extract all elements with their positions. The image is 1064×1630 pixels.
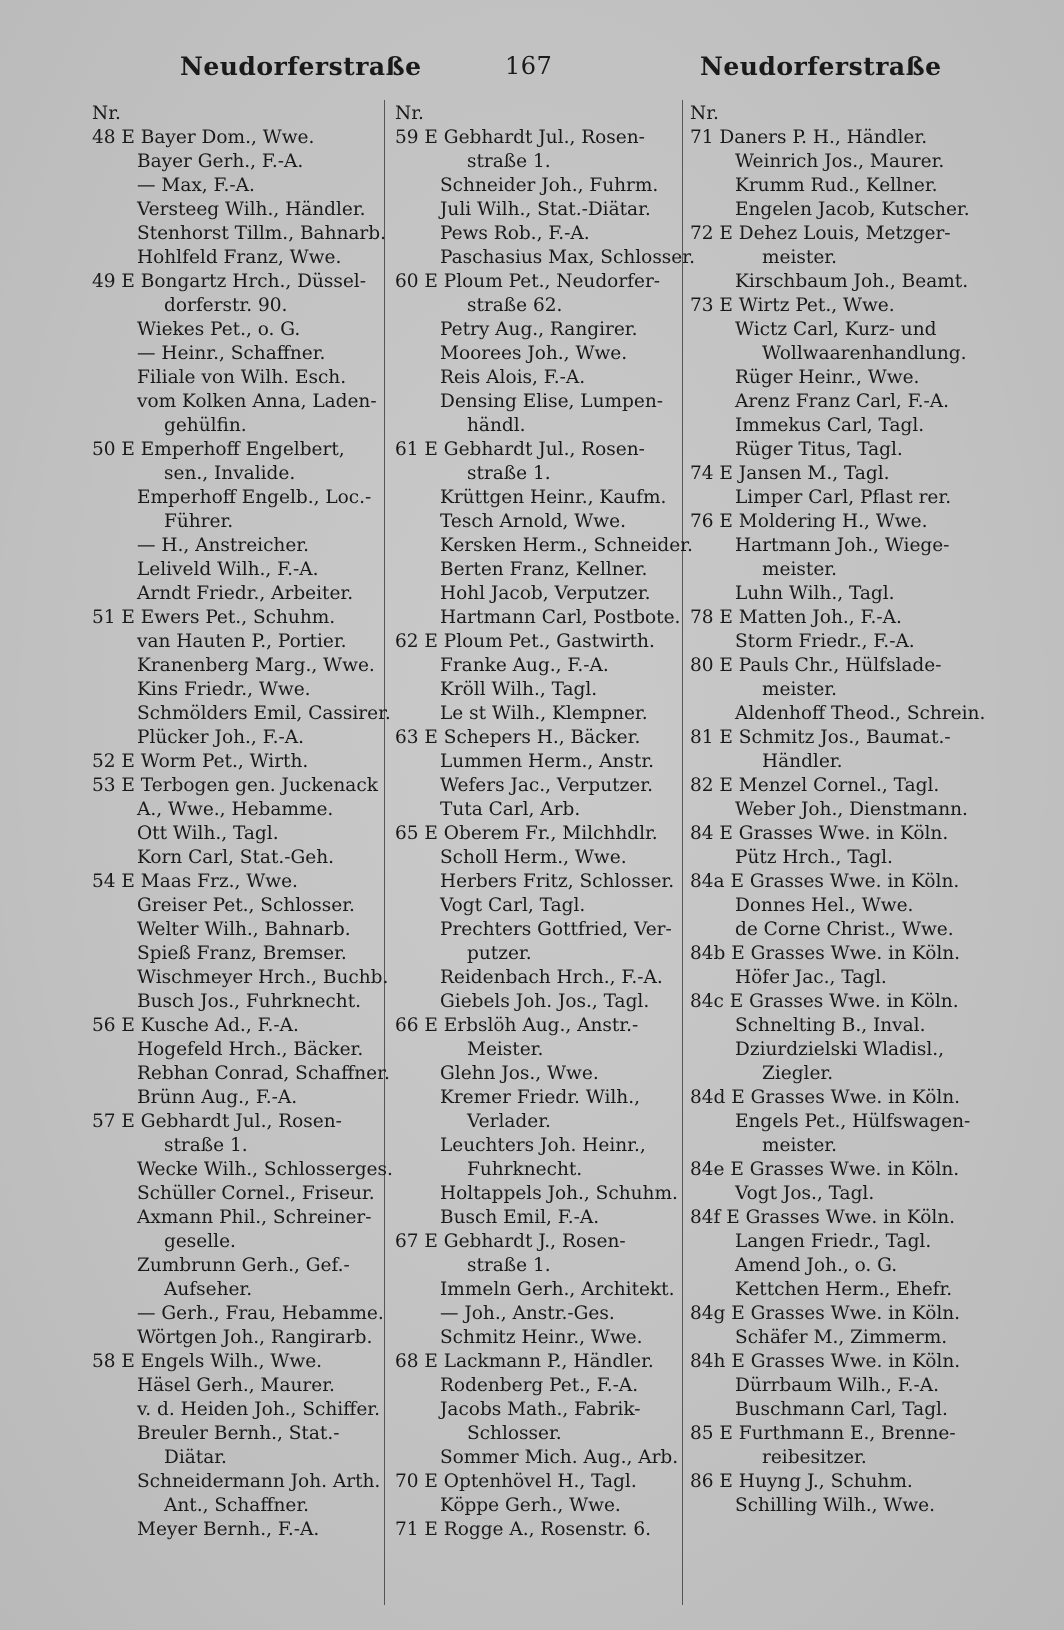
house-entry-line: 72 E Dehez Louis, Metzger- <box>690 223 951 244</box>
resident-line: Giebels Joh. Jos., Tagl. <box>440 991 650 1012</box>
resident-line: Engelen Jacob, Kutscher. <box>735 199 970 220</box>
house-entry-line: 71 E Rogge A., Rosenstr. 6. <box>395 1519 651 1540</box>
resident-line: Herbers Fritz, Schlosser. <box>440 871 675 892</box>
house-entry-line: 80 E Pauls Chr., Hülfslade- <box>690 655 942 676</box>
resident-line: Dziurdzielski Wladisl., <box>735 1039 945 1060</box>
resident-line: Immekus Carl, Tagl. <box>735 415 925 436</box>
resident-line: Scholl Herm., Wwe. <box>440 847 627 868</box>
resident-line: Kersken Herm., Schneider. <box>440 535 693 556</box>
resident-line: Wecke Wilh., Schlosserges. <box>137 1159 393 1180</box>
continuation-line: Führer. <box>164 511 234 532</box>
resident-line: Kettchen Herm., Ehefr. <box>735 1279 953 1300</box>
resident-line: Spieß Franz, Bremser. <box>137 943 347 964</box>
resident-line: Schneider Joh., Fuhrm. <box>440 175 659 196</box>
resident-line: Berten Franz, Kellner. <box>440 559 648 580</box>
resident-line: van Hauten P., Portier. <box>137 631 347 652</box>
resident-line: Schmölders Emil, Cassirer. <box>137 703 391 724</box>
house-entry-line: 57 E Gebhardt Jul., Rosen- <box>92 1111 342 1132</box>
continuation-line: Händler. <box>762 751 843 772</box>
continuation-line: Wollwaarenhandlung. <box>762 343 967 364</box>
house-entry-line: 53 E Terbogen gen. Juckenack <box>92 775 378 796</box>
continuation-line: reibesitzer. <box>762 1447 867 1468</box>
column-1 <box>92 102 392 1542</box>
house-entry-line: 71 Daners P. H., Händler. <box>690 127 928 148</box>
column-heading: Nr. <box>92 103 121 124</box>
resident-line: Lummen Herm., Anstr. <box>440 751 655 772</box>
resident-line: Emperhoff Engelb., Loc.- <box>137 487 372 508</box>
house-entry-line: 78 E Matten Joh., F.-A. <box>690 607 902 628</box>
continuation-line: Diätar. <box>164 1447 227 1468</box>
house-entry-line: 84h E Grasses Wwe. in Köln. <box>690 1351 961 1372</box>
continuation-line: Ant., Schaffner. <box>164 1495 310 1516</box>
house-entry-line: 51 E Ewers Pet., Schuhm. <box>92 607 336 628</box>
house-entry-line: 84d E Grasses Wwe. in Köln. <box>690 1087 961 1108</box>
house-entry-line: 67 E Gebhardt J., Rosen- <box>395 1231 626 1252</box>
resident-line: Welter Wilh., Bahnarb. <box>137 919 351 940</box>
resident-line: Densing Elise, Lumpen- <box>440 391 663 412</box>
resident-line: Wefers Jac., Verputzer. <box>440 775 653 796</box>
resident-line: Glehn Jos., Wwe. <box>440 1063 599 1084</box>
resident-line: Schilling Wilh., Wwe. <box>735 1495 936 1516</box>
resident-line: Hohlfeld Franz, Wwe. <box>137 247 342 268</box>
resident-line: Köppe Gerh., Wwe. <box>440 1495 621 1516</box>
resident-line: Le st Wilh., Klempner. <box>440 703 648 724</box>
resident-line: Hohl Jacob, Verputzer. <box>440 583 651 604</box>
house-entry-line: 54 E Maas Frz., Wwe. <box>92 871 298 892</box>
house-entry-line: 73 E Wirtz Pet., Wwe. <box>690 295 895 316</box>
resident-line: Korn Carl, Stat.-Geh. <box>137 847 335 868</box>
resident-line: Rodenberg Pet., F.-A. <box>440 1375 639 1396</box>
continuation-line: Meister. <box>467 1039 544 1060</box>
running-header-right: Neudorferstraße <box>700 52 942 81</box>
house-entry-line: 84a E Grasses Wwe. in Köln. <box>690 871 960 892</box>
resident-line: Kremer Friedr. Wilh., <box>440 1087 640 1108</box>
resident-line: Amend Joh., o. G. <box>735 1255 898 1276</box>
resident-line: Weinrich Jos., Maurer. <box>735 151 945 172</box>
continuation-line: dorferstr. 90. <box>164 295 288 316</box>
resident-line: Reidenbach Hrch., F.-A. <box>440 967 663 988</box>
house-entry-line: 68 E Lackmann P., Händler. <box>395 1351 654 1372</box>
resident-line: Franke Aug., F.-A. <box>440 655 609 676</box>
resident-line: Schnelting B., Inval. <box>735 1015 926 1036</box>
resident-line: Rüger Titus, Tagl. <box>735 439 903 460</box>
column-heading: Nr. <box>690 103 719 124</box>
house-entry-line: 81 E Schmitz Jos., Baumat.- <box>690 727 951 748</box>
resident-line: Häsel Gerh., Maurer. <box>137 1375 335 1396</box>
resident-line: Rebhan Conrad, Schaffner. <box>137 1063 390 1084</box>
column-heading: Nr. <box>395 103 424 124</box>
resident-line: Krüttgen Heinr., Kaufm. <box>440 487 667 508</box>
house-entry-line: 60 E Ploum Pet., Neudorfer- <box>395 271 661 292</box>
resident-line: Krumm Rud., Kellner. <box>735 175 938 196</box>
resident-line: Schüller Cornel., Friseur. <box>137 1183 375 1204</box>
resident-line: Vogt Jos., Tagl. <box>735 1183 875 1204</box>
resident-line: Moorees Joh., Wwe. <box>440 343 628 364</box>
continuation-line: meister. <box>762 679 837 700</box>
resident-line: Hogefeld Hrch., Bäcker. <box>137 1039 364 1060</box>
house-entry-line: 82 E Menzel Cornel., Tagl. <box>690 775 940 796</box>
resident-line: Stenhorst Tillm., Bahnarb. <box>137 223 387 244</box>
house-entry-line: 84c E Grasses Wwe. in Köln. <box>690 991 959 1012</box>
house-entry-line: 59 E Gebhardt Jul., Rosen- <box>395 127 645 148</box>
continuation-line: putzer. <box>467 943 532 964</box>
resident-line: Brünn Aug., F.-A. <box>137 1087 298 1108</box>
resident-line: Wörtgen Joh., Rangirarb. <box>137 1327 373 1348</box>
house-entry-line: 48 E Bayer Dom., Wwe. <box>92 127 315 148</box>
resident-line: Sommer Mich. Aug., Arb. <box>440 1447 679 1468</box>
resident-line: Filiale von Wilh. Esch. <box>137 367 347 388</box>
resident-line: Aldenhoff Theod., Schrein. <box>735 703 986 724</box>
house-entry-line: 84e E Grasses Wwe. in Köln. <box>690 1159 960 1180</box>
resident-line: Kirschbaum Joh., Beamt. <box>735 271 969 292</box>
house-entry-line: 52 E Worm Pet., Wirth. <box>92 751 309 772</box>
continuation-line: händl. <box>467 415 526 436</box>
resident-line: Buschmann Carl, Tagl. <box>735 1399 948 1420</box>
resident-line: Leuchters Joh. Heinr., <box>440 1135 646 1156</box>
house-entry-line: 76 E Moldering H., Wwe. <box>690 511 928 532</box>
resident-line: — Joh., Anstr.-Ges. <box>440 1303 615 1324</box>
resident-line: Juli Wilh., Stat.-Diätar. <box>440 199 651 220</box>
resident-line: Tuta Carl, Arb. <box>440 799 581 820</box>
continuation-line: meister. <box>762 559 837 580</box>
resident-line: v. d. Heiden Joh., Schiffer. <box>137 1399 380 1420</box>
resident-line: Kranenberg Marg., Wwe. <box>137 655 375 676</box>
continuation-line: Verlader. <box>467 1111 551 1132</box>
column-3 <box>690 102 1010 1518</box>
resident-line: Hartmann Joh., Wiege- <box>735 535 950 556</box>
resident-line: Wictz Carl, Kurz- und <box>735 319 937 340</box>
resident-line: Reis Alois, F.-A. <box>440 367 586 388</box>
house-entry-line: 58 E Engels Wilh., Wwe. <box>92 1351 323 1372</box>
resident-line: Hartmann Carl, Postbote. <box>440 607 681 628</box>
resident-line: Storm Friedr., F.-A. <box>735 631 915 652</box>
resident-line: Kins Friedr., Wwe. <box>137 679 311 700</box>
continuation-line: meister. <box>762 247 837 268</box>
resident-line: Vogt Carl, Tagl. <box>440 895 586 916</box>
resident-line: Wiekes Pet., o. G. <box>137 319 301 340</box>
resident-line: Busch Jos., Fuhrknecht. <box>137 991 362 1012</box>
resident-line: Arenz Franz Carl, F.-A. <box>735 391 949 412</box>
resident-line: Petry Aug., Rangirer. <box>440 319 638 340</box>
resident-line: Schneidermann Joh. Arth. <box>137 1471 381 1492</box>
continuation-line: straße 1. <box>467 463 551 484</box>
resident-line: Limper Carl, Pflast rer. <box>735 487 952 508</box>
house-entry-line: 86 E Huyng J., Schuhm. <box>690 1471 913 1492</box>
continuation-line: straße 62. <box>467 295 563 316</box>
running-header-left: Neudorferstraße <box>180 52 422 81</box>
resident-line: Meyer Bernh., F.-A. <box>137 1519 320 1540</box>
resident-line: Höfer Jac., Tagl. <box>735 967 887 988</box>
house-entry-line: 63 E Schepers H., Bäcker. <box>395 727 641 748</box>
resident-line: Wischmeyer Hrch., Buchb. <box>137 967 389 988</box>
resident-line: Leliveld Wilh., F.-A. <box>137 559 319 580</box>
continuation-line: meister. <box>762 1135 837 1156</box>
house-entry-line: 84g E Grasses Wwe. in Köln. <box>690 1303 961 1324</box>
continuation-line: Schlosser. <box>467 1423 562 1444</box>
house-entry-line: 49 E Bongartz Hrch., Düssel- <box>92 271 366 292</box>
resident-line: Prechters Gottfried, Ver- <box>440 919 672 940</box>
continuation-line: Aufseher. <box>164 1279 253 1300</box>
resident-line: Kröll Wilh., Tagl. <box>440 679 598 700</box>
resident-line: Pews Rob., F.-A. <box>440 223 590 244</box>
house-entry-line: 84f E Grasses Wwe. in Köln. <box>690 1207 956 1228</box>
house-entry-line: 66 E Erbslöh Aug., Anstr.- <box>395 1015 639 1036</box>
resident-line: Weber Joh., Dienstmann. <box>735 799 968 820</box>
resident-line: — H., Anstreicher. <box>137 535 309 556</box>
resident-line: Greiser Pet., Schlosser. <box>137 895 355 916</box>
house-entry-line: 65 E Oberem Fr., Milchhdlr. <box>395 823 658 844</box>
continuation-line: geselle. <box>164 1231 236 1252</box>
resident-line: Ott Wilh., Tagl. <box>137 823 279 844</box>
house-entry-line: 61 E Gebhardt Jul., Rosen- <box>395 439 645 460</box>
resident-line: Rüger Heinr., Wwe. <box>735 367 920 388</box>
resident-line: Bayer Gerh., F.-A. <box>137 151 304 172</box>
resident-line: Luhn Wilh., Tagl. <box>735 583 895 604</box>
resident-line: Dürrbaum Wilh., F.-A. <box>735 1375 940 1396</box>
resident-line: Schmitz Heinr., Wwe. <box>440 1327 643 1348</box>
continuation-line: straße 1. <box>467 1255 551 1276</box>
house-entry-line: 50 E Emperhoff Engelbert, <box>92 439 345 460</box>
house-entry-line: 85 E Furthmann E., Brenne- <box>690 1423 956 1444</box>
resident-line: de Corne Christ., Wwe. <box>735 919 954 940</box>
continuation-line: gehülfin. <box>164 415 247 436</box>
column-2 <box>395 102 695 1542</box>
resident-line: Langen Friedr., Tagl. <box>735 1231 932 1252</box>
continuation-line: straße 1. <box>467 151 551 172</box>
house-entry-line: 62 E Ploum Pet., Gastwirth. <box>395 631 655 652</box>
resident-line: Arndt Friedr., Arbeiter. <box>137 583 354 604</box>
house-entry-line: 84 E Grasses Wwe. in Köln. <box>690 823 949 844</box>
resident-line: Plücker Joh., F.-A. <box>137 727 304 748</box>
resident-line: — Gerh., Frau, Hebamme. <box>137 1303 384 1324</box>
continuation-line: straße 1. <box>164 1135 248 1156</box>
page-number: 167 <box>505 52 553 80</box>
resident-line: vom Kolken Anna, Laden- <box>137 391 377 412</box>
resident-line: Engels Pet., Hülfswagen- <box>735 1111 971 1132</box>
resident-line: Axmann Phil., Schreiner- <box>137 1207 372 1228</box>
resident-line: Breuler Bernh., Stat.- <box>137 1423 340 1444</box>
resident-line: Holtappels Joh., Schuhm. <box>440 1183 678 1204</box>
continuation-line: Fuhrknecht. <box>467 1159 583 1180</box>
resident-line: Paschasius Max, Schlosser. <box>440 247 695 268</box>
house-entry-line: 84b E Grasses Wwe. in Köln. <box>690 943 961 964</box>
resident-line: A., Wwe., Hebamme. <box>137 799 334 820</box>
resident-line: Zumbrunn Gerh., Gef.- <box>137 1255 350 1276</box>
resident-line: Immeln Gerh., Architekt. <box>440 1279 675 1300</box>
resident-line: — Heinr., Schaffner. <box>137 343 326 364</box>
house-entry-line: 70 E Optenhövel H., Tagl. <box>395 1471 637 1492</box>
resident-line: — Max, F.-A. <box>137 175 255 196</box>
house-entry-line: 56 E Kusche Ad., F.-A. <box>92 1015 299 1036</box>
continuation-line: Ziegler. <box>762 1063 834 1084</box>
resident-line: Versteeg Wilh., Händler. <box>137 199 366 220</box>
resident-line: Donnes Hel., Wwe. <box>735 895 914 916</box>
continuation-line: sen., Invalide. <box>164 463 296 484</box>
resident-line: Busch Emil, F.-A. <box>440 1207 600 1228</box>
resident-line: Schäfer M., Zimmerm. <box>735 1327 948 1348</box>
house-entry-line: 74 E Jansen M., Tagl. <box>690 463 890 484</box>
resident-line: Pütz Hrch., Tagl. <box>735 847 893 868</box>
resident-line: Jacobs Math., Fabrik- <box>440 1399 641 1420</box>
resident-line: Tesch Arnold, Wwe. <box>440 511 626 532</box>
